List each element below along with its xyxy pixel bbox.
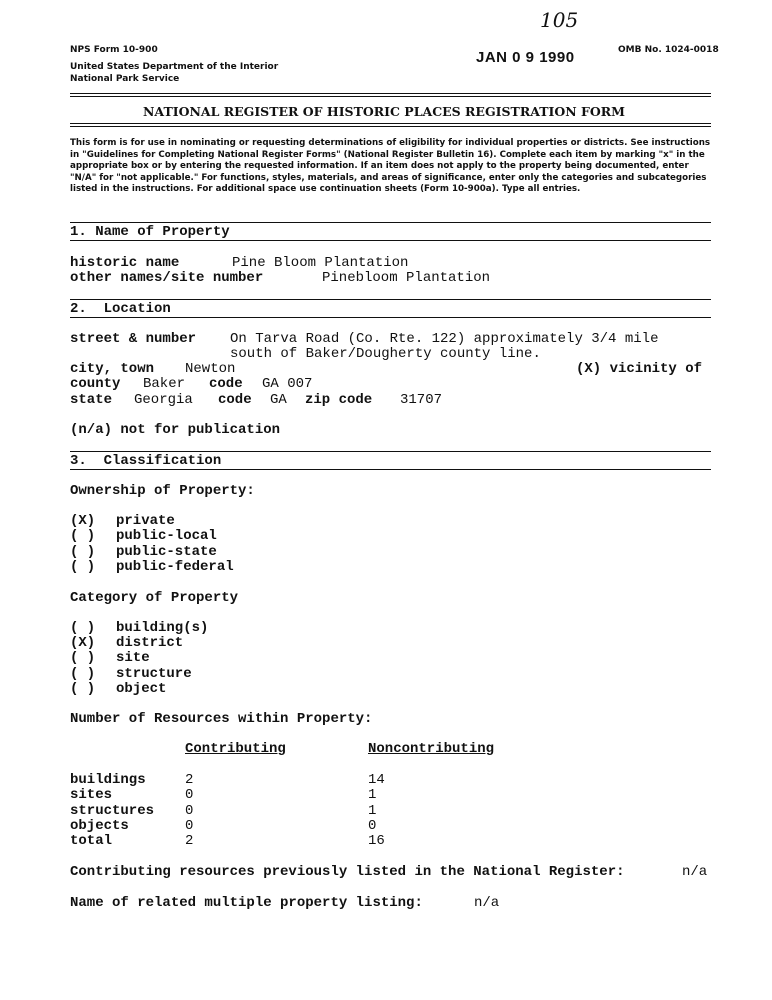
ownership-mark: ( )	[70, 559, 96, 575]
title-rule-top-2	[70, 96, 711, 97]
ownership-mark: ( )	[70, 544, 96, 560]
resource-row-label: structures	[70, 803, 155, 819]
vicinity-checkbox: (X) vicinity of	[576, 361, 703, 377]
resources-heading: Number of Resources within Property:	[70, 711, 373, 727]
section2-heading: 2. Location	[70, 301, 171, 317]
resource-contributing: 2	[185, 772, 194, 788]
multiple-listing-label: Name of related multiple property listing:	[70, 895, 423, 911]
category-mark: (X)	[70, 635, 96, 651]
historic-name-label: historic name	[70, 255, 180, 271]
section3-rule-top	[70, 451, 711, 452]
street-line2: south of Baker/Dougherty county line.	[230, 346, 541, 362]
section2-rule-bottom	[70, 317, 711, 318]
resource-noncontributing: 1	[368, 787, 377, 803]
state-value: Georgia	[134, 392, 193, 408]
county-label: county	[70, 376, 121, 392]
resource-row-label: objects	[70, 818, 129, 834]
section1-rule-bottom	[70, 240, 711, 241]
city-value: Newton	[185, 361, 236, 377]
title-rule-top	[70, 93, 711, 94]
county-value: Baker	[143, 376, 186, 392]
section3-rule-bottom	[70, 469, 711, 470]
resource-row-label: buildings	[70, 772, 146, 788]
agency: National Park Service	[70, 74, 180, 84]
state-code-label: code	[218, 392, 252, 408]
department: United States Department of the Interior	[70, 62, 279, 72]
category-label: district	[116, 635, 184, 651]
category-label: structure	[116, 666, 192, 682]
title-rule-bottom	[70, 123, 711, 124]
category-mark: ( )	[70, 650, 96, 666]
resource-row-label: total	[70, 833, 113, 849]
category-label: object	[116, 681, 167, 697]
resource-noncontributing: 16	[368, 833, 385, 849]
form-title: NATIONAL REGISTER OF HISTORIC PLACES REGISTRATION FORM	[143, 104, 626, 119]
county-code-label: code	[209, 376, 243, 392]
state-code-value: GA	[270, 392, 287, 408]
city-label: city, town	[70, 361, 155, 377]
not-for-publication: (n/a) not for publication	[70, 422, 281, 438]
street-line1: On Tarva Road (Co. Rte. 122) approximately 3/4 mile	[230, 331, 659, 347]
county-code-value: GA 007	[262, 376, 313, 392]
ownership-label: private	[116, 513, 175, 529]
section1-heading: 1. Name of Property	[70, 224, 230, 240]
section1-rule-top	[70, 222, 711, 223]
resource-noncontributing: 14	[368, 772, 385, 788]
category-mark: ( )	[70, 681, 96, 697]
contributing-column-header: Contributing	[185, 741, 286, 757]
section3-heading: 3. Classification	[70, 453, 222, 469]
instructions: This form is for use in nominating or requesting determinations of eligibility for individual properties or districts. See instructions in "Guidelines for Completing National Register Forms" (National Register Bulletin 16). Complete each item by marking "x" in the appropriate box or by entering the requested information. If an item does not apply to the property being documented, enter "N/A" for "not applicable." For functions, styles, materials, and areas of significance, enter only the categories and subcategories listed in the instructions. For additional space use continuation sheets (Form 10-900a). Type all entries.	[70, 138, 711, 194]
omb-number: OMB No. 1024-0018	[618, 45, 719, 55]
historic-name-value: Pine Bloom Plantation	[232, 255, 409, 271]
resource-row-label: sites	[70, 787, 113, 803]
category-label: building(s)	[116, 620, 209, 636]
resource-contributing: 0	[185, 803, 194, 819]
other-names-label: other names/site number	[70, 270, 264, 286]
street-label: street & number	[70, 331, 197, 347]
resource-contributing: 0	[185, 818, 194, 834]
ownership-label: public-state	[116, 544, 217, 560]
date-stamp: JAN 0 9 1990	[476, 49, 575, 66]
ownership-label: public-local	[116, 528, 217, 544]
handwritten-number: 105	[540, 8, 579, 32]
resource-contributing: 0	[185, 787, 194, 803]
noncontributing-column-header: Noncontributing	[368, 741, 495, 757]
category-label: site	[116, 650, 150, 666]
ownership-mark: (X)	[70, 513, 96, 529]
ownership-heading: Ownership of Property:	[70, 483, 255, 499]
zip-label: zip code	[305, 392, 373, 408]
state-label: state	[70, 392, 113, 408]
resource-noncontributing: 0	[368, 818, 377, 834]
form-number: NPS Form 10-900	[70, 45, 158, 55]
previously-listed-value: n/a	[682, 864, 708, 880]
section2-rule-top	[70, 299, 711, 300]
category-mark: ( )	[70, 666, 96, 682]
resource-contributing: 2	[185, 833, 194, 849]
ownership-mark: ( )	[70, 528, 96, 544]
ownership-label: public-federal	[116, 559, 234, 575]
previously-listed-label: Contributing resources previously listed in the National Register:	[70, 864, 625, 880]
resource-noncontributing: 1	[368, 803, 377, 819]
multiple-listing-value: n/a	[474, 895, 500, 911]
category-mark: ( )	[70, 620, 96, 636]
title-rule-bottom-2	[70, 126, 711, 127]
other-names-value: Pinebloom Plantation	[322, 270, 491, 286]
category-heading: Category of Property	[70, 590, 239, 606]
zip-value: 31707	[400, 392, 443, 408]
